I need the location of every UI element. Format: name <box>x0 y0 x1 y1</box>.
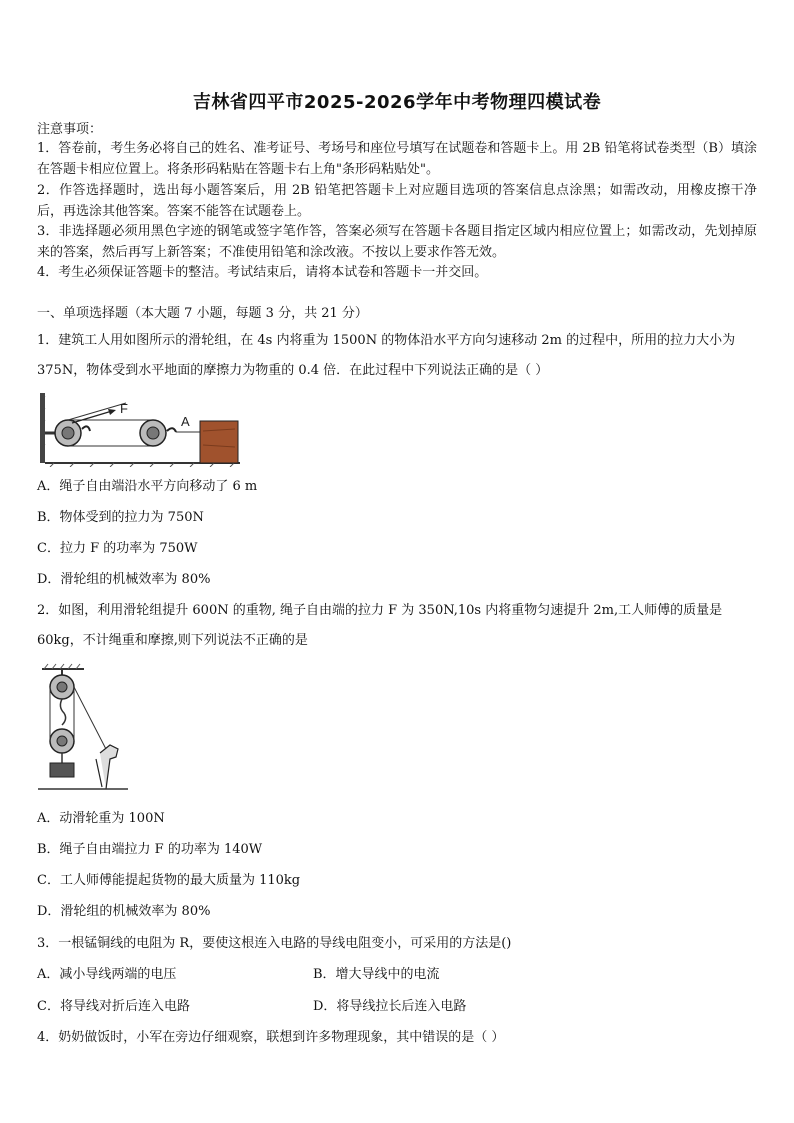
question-3-option-d: D．将导线拉长后连入电路 <box>313 999 467 1014</box>
question-3-option-a: A．减小导线两端的电压 <box>37 967 177 982</box>
question-1-option-c: C．拉力 F 的功率为 750W <box>37 541 198 556</box>
question-2-stem: 2．如图，利用滑轮组提升 600N 的重物, 绳子自由端的拉力 F 为 350N,10s 内将重物匀速提升 2m,工人师傅的质量是 60kg，不计绳重和摩擦,则下列说法不正确的是 <box>37 603 723 648</box>
question-2-option-c: C．工人师傅能提起货物的最大质量为 110kg <box>37 873 301 888</box>
wall <box>40 393 45 463</box>
worker-hand <box>100 745 118 789</box>
page-title: 吉林省四平市2025-2026学年中考物理四模试卷 <box>192 92 602 113</box>
notice-item-2: 2．作答选择题时，选出每小题答案后，用 2B 铅笔把答题卡上对应题目选项的答案信息点涂黑；如需改动，用橡皮擦干净后，再选涂其他答案。答案不能答在试题卷上。 <box>37 183 757 219</box>
section-heading: 一、单项选择题（本大题 7 小题，每题 3 分，共 21 分） <box>37 306 368 321</box>
question-2-option-d: D．滑轮组的机械效率为 80% <box>37 904 211 919</box>
notice-item-4: 4．考生必须保证答题卡的整洁。考试结束后，请将本试卷和答题卡一并交回。 <box>37 265 488 280</box>
question-4-stem: 4．奶奶做饭时，小军在旁边仔细观察，联想到许多物理现象，其中错误的是（ ） <box>37 1030 505 1045</box>
question-3-stem: 3．一根锰铜线的电阻为 R，要使这根连入电路的导线电阻变小，可采用的方法是() <box>37 936 512 951</box>
question-2-option-b: B．绳子自由端拉力 F 的功率为 140W <box>37 842 263 857</box>
question-3-option-c: C．将导线对折后连入电路 <box>37 999 190 1014</box>
notice-heading: 注意事项： <box>37 122 103 137</box>
weight <box>50 763 74 777</box>
notice-item-1: 1．答卷前，考生务必将自己的姓名、准考证号、考场号和座位号填写在试题卷和答题卡上。用 2B 铅笔将试卷类型（B）填涂在答题卡相应位置上。将条形码粘贴在答题卡右上角"条形码粘贴处"。 <box>37 141 757 177</box>
question-3-option-b: B．增大导线中的电流 <box>313 967 440 982</box>
question-1-figure <box>40 393 242 467</box>
question-1-option-b: B．物体受到的拉力为 750N <box>37 510 204 525</box>
force-arrow <box>108 409 116 415</box>
question-2-option-a: A．动滑轮重为 100N <box>37 811 165 826</box>
force-label: F <box>120 401 128 416</box>
wooden-block <box>200 421 238 463</box>
question-1-option-d: D．滑轮组的机械效率为 80% <box>37 572 211 587</box>
question-2-figure <box>38 663 130 791</box>
question-1-stem: 1．建筑工人用如图所示的滑轮组，在 4s 内将重为 1500N 的物体沿水平方向匀速移动 2m 的过程中，所用的拉力大小为 375N，物体受到水平地面的摩擦力为物重的 0.4 倍．在此过程中下列说法正确的是（ ） <box>37 333 736 378</box>
notice-item-3: 3．非选择题必须用黑色字迹的钢笔或签字笔作答，答案必须写在答题卡各题目指定区域内相应位置上；如需改动，先划掉原来的答案，然后再写上新答案；不准使用铅笔和涂改液。不按以上要求作答无效。 <box>37 224 757 260</box>
question-1-option-a: A．绳子自由端沿水平方向移动了 6 m <box>37 479 258 494</box>
point-a-label: A <box>181 414 190 429</box>
